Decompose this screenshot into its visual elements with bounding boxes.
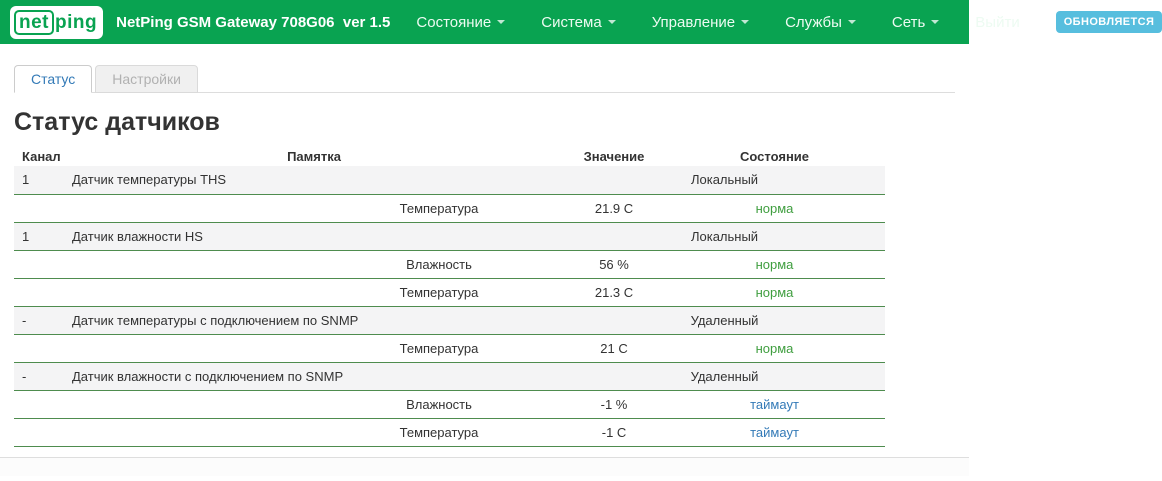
col-header-channel: Канал [22,149,61,164]
channel-cell [14,334,64,362]
menu-state[interactable] [416,14,505,31]
sensor-state: норма [755,284,794,300]
table-header-row [14,147,885,166]
channel-cell: - [14,362,64,390]
sensor-group-row [14,166,885,194]
tab-status[interactable]: Статус [14,65,92,93]
chevron-down-icon [741,20,749,24]
memo-cell: Датчик температуры THS [64,166,564,194]
page-title: Статус датчиков [14,108,220,136]
sensor-group-row [14,222,885,250]
sensor-state: норма [755,340,794,356]
channel-cell [14,418,64,446]
param-cell: Влажность [406,256,472,272]
param-cell: Температура [399,200,479,216]
col-header-state: Состояние [740,149,810,164]
chevron-down-icon [848,20,856,24]
memo-cell [64,334,314,362]
footer-divider [0,457,969,476]
sensor-state: норма [755,256,794,272]
channel-cell [14,250,64,278]
chevron-down-icon [497,20,505,24]
sensor-row [14,390,885,418]
value-cell: 21 C [600,340,628,356]
memo-cell [64,278,314,306]
sensor-group-row [14,306,885,334]
sensor-row [14,194,885,222]
value-cell: 56 % [599,256,629,272]
sensor-state: таймаут [750,424,799,440]
sensor-state: таймаут [750,396,799,412]
state-cell [664,194,885,222]
chevron-down-icon [931,20,939,24]
sensor-status-table [14,147,885,447]
state-cell [664,390,885,418]
chevron-down-icon [608,20,616,24]
logo-net: net [14,10,54,35]
memo-cell [64,390,314,418]
state-cell [664,418,885,446]
value-cell: 21.9 C [594,200,634,216]
state-cell [664,334,885,362]
menu-logout[interactable] [975,14,1019,31]
channel-cell: 1 [14,222,64,250]
param-cell: Температура [399,340,479,356]
netping-logo [10,6,103,39]
value-cell: -1 % [600,396,628,412]
value-cell: 21.3 C [594,284,634,300]
menu-network[interactable] [892,14,939,31]
memo-cell [64,418,314,446]
param-cell: Температура [399,424,479,440]
updating-status-badge: ОБНОВЛЯЕТСЯ [1056,11,1162,33]
value-cell: -1 C [601,424,627,440]
menu-label: Система [541,13,602,31]
header-bar [0,0,1155,44]
state-cell [664,250,885,278]
param-cell: Температура [399,284,479,300]
col-header-value: Значение [583,149,645,164]
sensor-row [14,250,885,278]
channel-cell [14,390,64,418]
memo-cell [64,250,314,278]
menu-label: Управление [651,13,736,31]
menu-label: Выйти [975,13,1020,31]
sensor-state: норма [755,200,794,216]
channel-cell: 1 [14,166,64,194]
channel-cell [14,278,64,306]
memo-cell: Датчик влажности HS [64,222,564,250]
location-cell: Удаленный [564,306,885,334]
location-cell: Локальный [564,222,885,250]
sensor-group-row [14,362,885,390]
memo-cell [64,194,314,222]
sensor-row [14,278,885,306]
sensor-row [14,418,885,446]
tab-settings[interactable]: Настройки [95,65,198,93]
menu-services[interactable] [785,14,856,31]
param-cell: Влажность [406,396,472,412]
location-cell: Удаленный [564,362,885,390]
menu-label: Службы [785,13,842,31]
sensor-row [14,334,885,362]
menu-control[interactable] [652,14,749,31]
main-nav [416,14,1055,31]
menu-label: Состояние [416,13,492,31]
col-header-memo: Памятка [287,149,341,164]
menu-label: Сеть [891,13,926,31]
channel-cell [14,194,64,222]
memo-cell: Датчик температуры с подключением по SNMP [64,306,564,334]
menu-system[interactable] [541,14,615,31]
logo-ping: ping [55,11,98,33]
tab-bar [14,65,955,93]
memo-cell: Датчик влажности с подключением по SNMP [64,362,564,390]
device-title: NetPing GSM Gateway 708G06 ver 1.5 [116,13,391,31]
location-cell: Локальный [564,166,885,194]
state-cell [664,278,885,306]
channel-cell: - [14,306,64,334]
